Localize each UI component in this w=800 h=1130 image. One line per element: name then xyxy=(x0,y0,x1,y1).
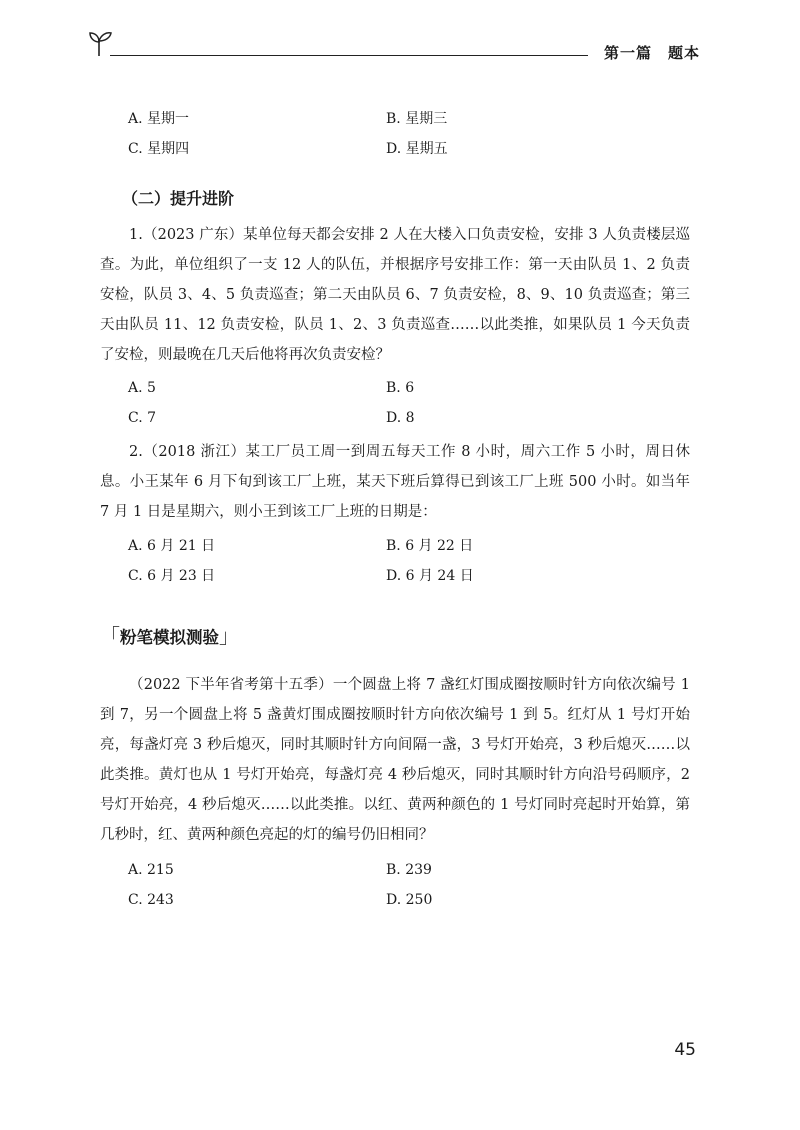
option-b: B. 星期三 xyxy=(386,111,448,127)
option-c: C. 7 xyxy=(128,410,157,426)
part-title: 第一篇 题本 xyxy=(603,44,700,62)
option-c: C. 星期四 xyxy=(128,141,190,157)
mock-question-options xyxy=(128,862,608,922)
option-b: B. 6 月 22 日 xyxy=(386,538,474,554)
question-1-text: 1.（2023 广东）某单位每天都会安排 2 人在大楼入口负责安检，安排 3 人负责楼层巡查。为此，单位组织了一支 12 人的队伍，并根据序号安排工作：第一天由队员 1、2 负责安检，队员 3、4、5 负责巡查；第二天由队员 6、7 负责安检，8、9、10 负责巡查；第三天由队员 11、12 负责安检，队员 1、2、3 负责巡查……以此类推，如果队员 1 今天负责了安检，则最晚在几天后他将再次负责安检？ xyxy=(100,227,690,363)
question-2-options xyxy=(128,535,608,595)
option-a: A. 星期一 xyxy=(128,111,190,127)
question-1-options xyxy=(128,380,608,440)
option-d: D. 星期五 xyxy=(386,141,448,157)
mock-test-title: 粉笔模拟测验 xyxy=(120,628,219,647)
option-d: D. 8 xyxy=(386,410,415,426)
close-bracket: 」 xyxy=(219,624,239,648)
option-b: B. 6 xyxy=(386,380,415,396)
option-d: D. 6 月 24 日 xyxy=(386,568,474,584)
mock-question-text: （2022 下半年省考第十五季）一个圆盘上将 7 盏红灯围成圈按顺时针方向依次编号 1 到 7，另一个圆盘上将 5 盏黄灯围成圈按顺时针方向依次编号 1 到 5。红灯从 1 号灯开始亮，每盏灯亮 3 秒后熄灭，同时其顺时针方向间隔一盏，3 号灯开始亮，3 秒后熄灭……以此类推。黄灯也从 1 号灯开始亮，每盏灯亮 4 秒后熄灭，同时其顺时针方向沿号码顺序，2 号灯开始亮，4 秒后熄灭……以此类推。以红、黄两种颜色的 1 号灯同时亮起时开始算，第几秒时，红、黄两种颜色亮起的灯的编号仍旧相同？ xyxy=(100,677,690,843)
sprout-icon xyxy=(88,28,114,58)
mock-test-heading xyxy=(100,620,239,649)
prev-question-options xyxy=(128,108,608,168)
option-d: D. 250 xyxy=(386,892,433,908)
header-rule xyxy=(110,55,588,56)
option-a: A. 5 xyxy=(128,380,156,396)
option-a: A. 215 xyxy=(128,862,174,878)
option-b: B. 239 xyxy=(386,862,432,878)
section-heading: （二）提升进阶 xyxy=(122,189,235,208)
option-a: A. 6 月 21 日 xyxy=(128,538,216,554)
page-number: 45 xyxy=(674,1040,696,1060)
option-c: C. 6 月 23 日 xyxy=(128,568,216,584)
page-header xyxy=(88,28,700,68)
question-2-text: 2.（2018 浙江）某工厂员工周一到周五每天工作 8 小时，周六工作 5 小时，周日休息。小王某年 6 月下旬到该工厂上班，某天下班后算得已到该工厂上班 500 小时。如当年 7 月 1 日是星期六，则小王到该工厂上班的日期是： xyxy=(100,444,690,520)
option-c: C. 243 xyxy=(128,892,174,908)
open-bracket: 「 xyxy=(100,624,120,648)
